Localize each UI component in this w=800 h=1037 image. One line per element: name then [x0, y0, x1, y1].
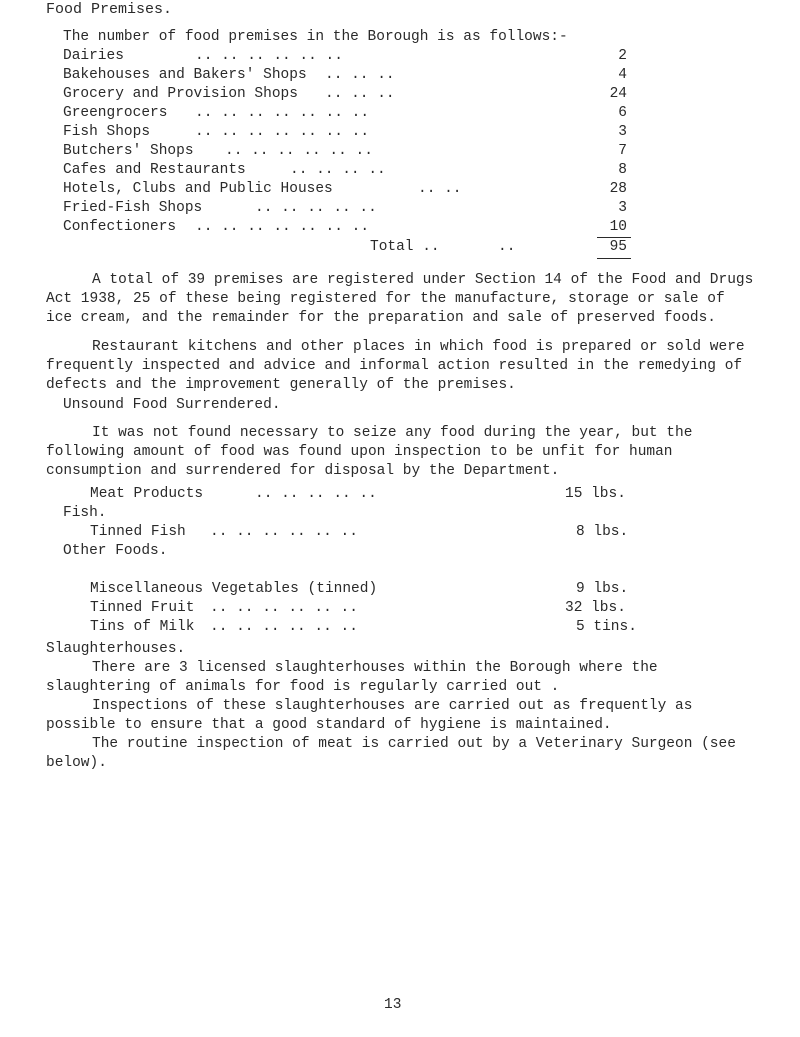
- total-label: Total ..: [370, 239, 440, 255]
- dot-leader: .. .. .. .. ..: [255, 200, 377, 216]
- dot-leader: .. ..: [418, 181, 462, 197]
- dot-leader: .. .. .. .. .. ..: [210, 524, 358, 540]
- premises-count-fish-shops: 3: [618, 124, 627, 140]
- dot-leader: .. .. ..: [325, 67, 395, 83]
- premises-count-confectioners: 10: [609, 219, 627, 235]
- premises-count-grocery: 24: [609, 86, 627, 102]
- dot-leader: .. .. .. .. .. ..: [195, 48, 343, 64]
- restaurant-paragraph: [46, 338, 758, 395]
- tins-of-milk-amount: 5 tins.: [576, 619, 637, 635]
- tinned-fruit-amount: 32 lbs.: [565, 600, 626, 616]
- unsound-food-heading: Unsound Food Surrendered.: [63, 397, 281, 413]
- dot-leader: .. .. .. .. ..: [255, 486, 377, 502]
- dot-leader: .. .. ..: [325, 86, 395, 102]
- misc-vegetables-amount: 9 lbs.: [576, 581, 629, 597]
- premises-label-fish-shops: Fish Shops: [63, 124, 151, 140]
- dot-leader: .. .. .. .. .. ..: [210, 619, 358, 635]
- premises-label-bakehouses: Bakehouses and Bakers' Shops: [63, 67, 307, 83]
- premises-count-fried-fish: 3: [618, 200, 627, 216]
- dot-leader: .. .. .. ..: [290, 162, 386, 178]
- dot-leader: .. .. .. .. .. ..: [225, 143, 373, 159]
- premises-count-cafes: 8: [618, 162, 627, 178]
- dot-leader: .. .. .. .. .. .. ..: [195, 219, 370, 235]
- meat-products-label: Meat Products: [90, 486, 204, 502]
- dot-leader: .. .. .. .. .. .. ..: [195, 124, 370, 140]
- registration-paragraph: [46, 271, 758, 328]
- slaughter-text-3: The routine inspection of meat is carried out by a Veterinary Surgeon (see below).: [46, 736, 736, 771]
- premises-intro: The number of food premises in the Borough is as follows:-: [63, 29, 568, 45]
- other-foods-heading: Other Foods.: [63, 543, 168, 559]
- premises-label-hotels: Hotels, Clubs and Public Houses: [63, 181, 333, 197]
- slaughter-paragraph-2: [46, 697, 758, 735]
- premises-label-butchers: Butchers' Shops: [63, 143, 194, 159]
- premises-count-greengrocers: 6: [618, 105, 627, 121]
- fish-heading: Fish.: [63, 505, 107, 521]
- slaughter-text-1: There are 3 licensed slaughterhouses within the Borough where the slaughtering of animals for food is regularly carried out .: [46, 660, 658, 695]
- dot-leader: .. .. .. .. .. .. ..: [195, 105, 370, 121]
- premises-label-dairies: Dairies: [63, 48, 124, 64]
- premises-label-confectioners: Confectioners: [63, 219, 177, 235]
- tinned-fish-label: Tinned Fish: [90, 524, 186, 540]
- misc-vegetables-label: Miscellaneous Vegetables (tinned): [90, 581, 378, 597]
- tinned-fruit-label: Tinned Fruit: [90, 600, 195, 616]
- premises-label-fried-fish: Fried-Fish Shops: [63, 200, 203, 216]
- slaughter-paragraph-1: [46, 659, 758, 697]
- premises-label-greengrocers: Greengrocers: [63, 105, 168, 121]
- premises-label-cafes: Cafes and Restaurants: [63, 162, 246, 178]
- dot-leader: .. .. .. .. .. ..: [210, 600, 358, 616]
- premises-count-butchers: 7: [618, 143, 627, 159]
- premises-count-dairies: 2: [618, 48, 627, 64]
- premises-total: 95: [609, 239, 627, 255]
- dot-leader: ..: [498, 239, 516, 255]
- meat-products-amount: 15 lbs.: [565, 486, 626, 502]
- premises-label-grocery: Grocery and Provision Shops: [63, 86, 298, 102]
- unsound-paragraph: [46, 424, 758, 481]
- premises-count-hotels: 28: [609, 181, 627, 197]
- unsound-text: It was not found necessary to seize any food during the year, but the following amount of food was found upon inspection to be unfit for human consumption and surrendered for disposal by the Department.: [46, 425, 693, 479]
- page-heading: Food Premises.: [46, 1, 173, 18]
- restaurant-text: Restaurant kitchens and other places in which food is prepared or sold were frequently inspected and advice and informal action resulted in the remedying of defects and the improvement generally of the premises.: [46, 339, 745, 393]
- registration-text: A total of 39 premises are registered under Section 14 of the Food and Drugs Act 1938, 25 of these being registered for the manufacture, storage or sale of ice cream, and the remainder for the preparation and sale of preserved foods.: [46, 272, 754, 326]
- slaughterhouses-heading: Slaughterhouses.: [46, 641, 186, 657]
- tins-of-milk-label: Tins of Milk: [90, 619, 195, 635]
- premises-count-bakehouses: 4: [618, 67, 627, 83]
- total-rule: [597, 258, 631, 259]
- tinned-fish-amount: 8 lbs.: [576, 524, 629, 540]
- slaughter-text-2: Inspections of these slaughterhouses are carried out as frequently as possible to ensure that a good standard of hygiene is maintained.: [46, 698, 693, 733]
- page-number: 13: [384, 997, 402, 1013]
- slaughter-paragraph-3: [46, 735, 758, 773]
